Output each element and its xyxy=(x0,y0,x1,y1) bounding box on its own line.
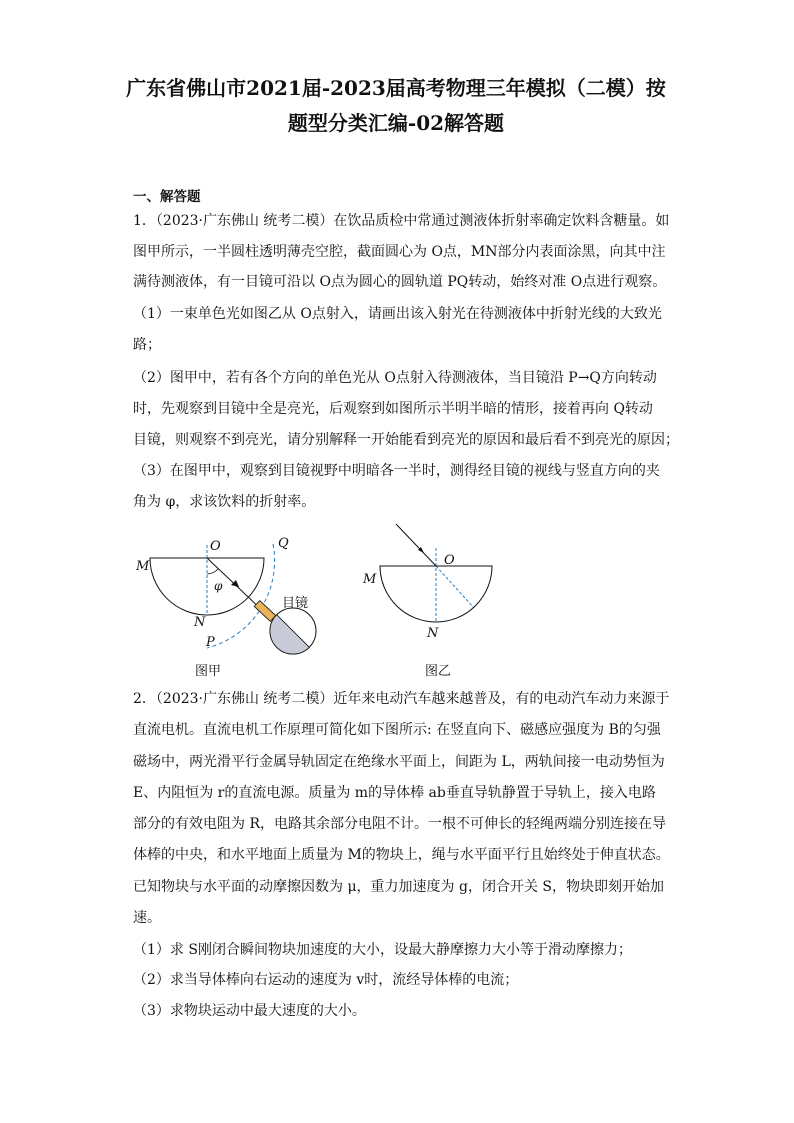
label-q: Q xyxy=(278,536,289,551)
label-m: M xyxy=(136,559,150,574)
q2-line: 2．（2023·广东佛山 统考二模）近年来电动汽车越来越普及，有的电动汽车动力来源于 xyxy=(133,691,670,707)
continuation-dashed-line xyxy=(436,566,474,608)
document-title-line-2: 题型分类汇编-02解答题 xyxy=(287,111,505,135)
q2-line: 部分的有效电阻为 R，电路其余部分电阻不计。一根不可伸长的轻绳两端分别连接在导 xyxy=(133,816,666,832)
q2-line: E、内阻恒为 r的直流电源。质量为 m的导体棒 ab垂直导轨静置于导轨上，接入电路 xyxy=(133,785,656,801)
label-m: M xyxy=(363,572,377,587)
q1-line: （3）在图甲中，观察到目镜视野中明暗各一半时，测得经目镜的视线与竖直方向的夹 xyxy=(133,463,660,479)
q2-line: 体棒的中央，和水平地面上质量为 M的物块上，绳与水平面平行且始终处于伸直状态。 xyxy=(133,847,670,863)
eyepiece-tube xyxy=(254,601,276,622)
label-n: N xyxy=(194,615,206,630)
q1-line: 角为 φ，求该饮料的折射率。 xyxy=(133,494,316,510)
label-o: O xyxy=(210,539,221,554)
caption-yi: 图乙 xyxy=(425,664,452,679)
q2-line: 已知物块与水平面的动摩擦因数为 μ，重力加速度为 g，闭合开关 S，物块即刻开始加 xyxy=(133,879,664,895)
label-n: N xyxy=(427,626,439,641)
label-phi: φ xyxy=(214,579,223,593)
label-eyepiece: 目镜 xyxy=(282,596,309,611)
q2-line: （3）求物块运动中最大速度的大小。 xyxy=(133,1003,366,1019)
incident-ray xyxy=(396,524,436,566)
phi-arc xyxy=(207,569,218,574)
label-o: O xyxy=(444,553,455,568)
q2-line: 速。 xyxy=(133,910,161,926)
document-title-line-1: 广东省佛山市2021届-2023届高考物理三年模拟（二模）按 xyxy=(126,76,666,100)
q2-line: （1）求 S刚闭合瞬间物块加速度的大小，设最大静摩擦力大小等于滑动摩擦力； xyxy=(133,942,632,958)
q1-line: 路； xyxy=(133,337,161,353)
q1-line: （1）一束单色光如图乙从 O点射入，请画出该入射光在待测液体中折射光线的大致光 xyxy=(133,306,662,322)
label-p: P xyxy=(206,635,215,650)
figure-yi xyxy=(350,520,510,683)
q1-line: 图甲所示，一半圆柱透明薄壳空腔，截面圆心为 O点，MN部分内表面涂黑，向其中注 xyxy=(133,244,666,260)
q1-line: 1．（2023·广东佛山 统考二模）在饮品质检中常通过测液体折射率确定饮料含糖量。如 xyxy=(133,213,670,229)
q2-line: 直流电机。直流电机工作原理可简化如下图所示: 在竖直向下、磁感应强度为 B的匀强 xyxy=(133,722,661,738)
q1-line: （2）图甲中，若有各个方向的单色光从 O点射入待测液体，当目镜沿 P→Q方向转动 xyxy=(133,370,657,386)
arrow-head xyxy=(231,580,239,587)
q2-line: 磁场中，两光滑平行金属导轨固定在绝缘水平面上，间距为 L，两轨间接一电动势恒为 xyxy=(133,754,665,770)
q1-line: 时，先观察到目镜中全是亮光，后观察到如图所示半明半暗的情形，接着再向 Q转动 xyxy=(133,401,653,417)
q2-line: （2）求当导体棒向右运动的速度为 v时，流经导体棒的电流； xyxy=(133,972,519,988)
q1-line: 满待测液体，有一目镜可沿以 O点为圆心的圆轨道 PQ转动，始终对准 O点进行观察。 xyxy=(133,274,667,290)
section-heading: 一、解答题 xyxy=(133,189,201,205)
figure-jia xyxy=(130,528,340,683)
q1-line: 目镜，则观察不到亮光，请分别解释一开始能看到亮光的原因和最后看不到亮光的原因； xyxy=(133,432,679,448)
caption-jia: 图甲 xyxy=(195,664,222,679)
